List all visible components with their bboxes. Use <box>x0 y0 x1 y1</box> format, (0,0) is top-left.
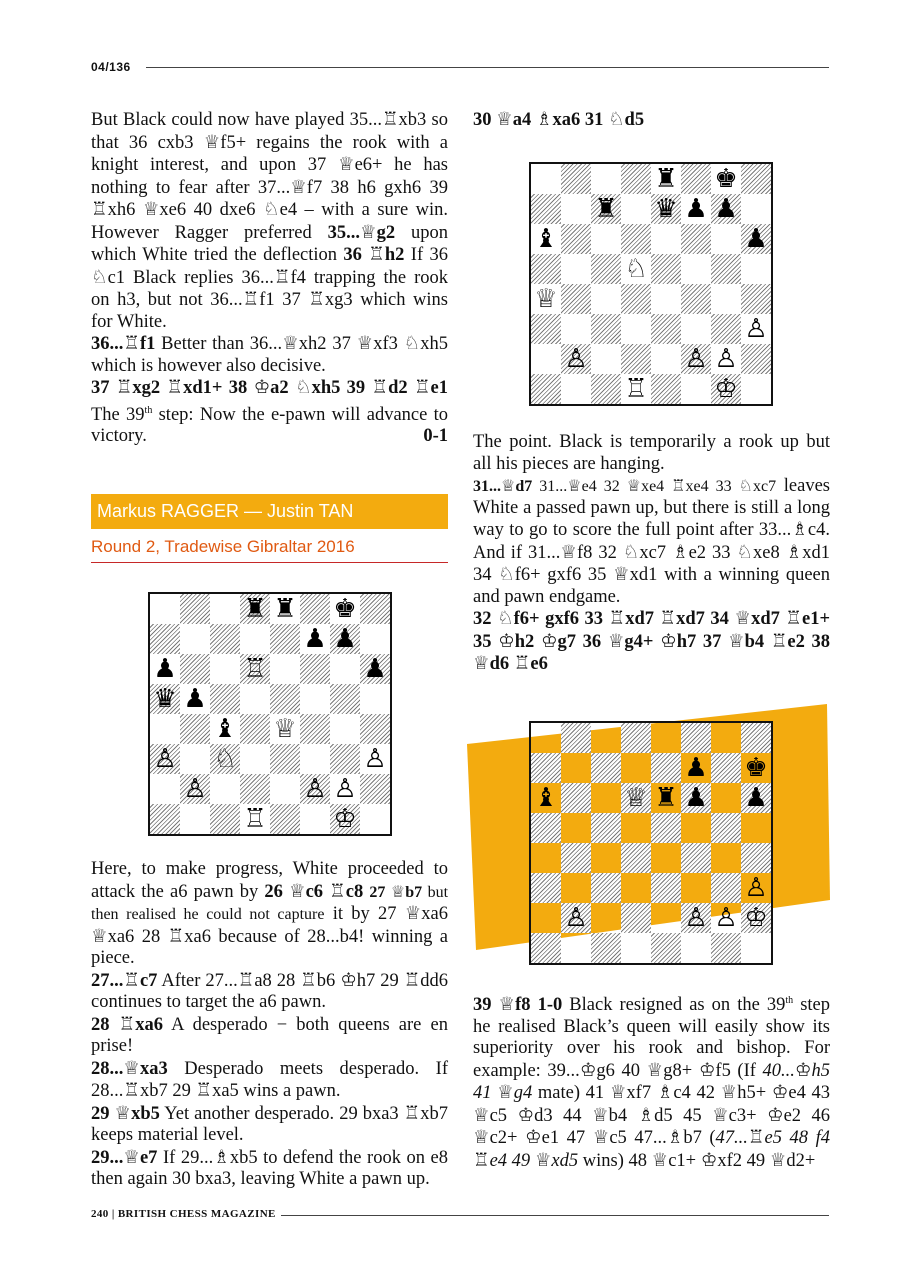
board-square <box>210 684 240 714</box>
board-square <box>651 813 681 843</box>
board-square <box>330 714 360 744</box>
board-square <box>300 744 330 774</box>
board-square <box>741 723 771 753</box>
board-square <box>591 224 621 254</box>
right-column-mid <box>473 432 830 676</box>
white-pawn-icon: ♙ <box>714 903 738 933</box>
board-square <box>270 684 300 714</box>
footer-rule <box>281 1215 829 1216</box>
board-square <box>711 933 741 963</box>
board-square <box>180 804 210 834</box>
black-bishop-icon: ♝ <box>213 714 237 744</box>
board-square <box>741 254 771 284</box>
black-king-icon: ♚ <box>714 164 738 194</box>
black-pawn-icon: ♟ <box>684 783 708 813</box>
board-square <box>150 594 180 624</box>
board-square <box>651 723 681 753</box>
board-square <box>210 594 240 624</box>
board-square <box>741 194 771 224</box>
board-square <box>150 774 180 804</box>
black-rook-icon: ♜ <box>273 594 297 624</box>
board-square <box>561 284 591 314</box>
white-pawn-icon: ♙ <box>684 344 708 374</box>
white-pawn-icon: ♙ <box>564 344 588 374</box>
board-square <box>180 594 210 624</box>
board-square <box>180 744 210 774</box>
board-square <box>180 624 210 654</box>
board-square <box>681 374 711 404</box>
board-square <box>531 873 561 903</box>
board-square <box>711 873 741 903</box>
white-king-icon: ♔ <box>744 903 768 933</box>
board-square <box>681 933 711 963</box>
board-square <box>681 843 711 873</box>
board-square <box>621 284 651 314</box>
board-square <box>711 783 741 813</box>
board-square <box>531 753 561 783</box>
board-square <box>621 843 651 873</box>
board-square <box>330 684 360 714</box>
white-pawn-icon: ♙ <box>183 774 207 804</box>
board-square <box>651 873 681 903</box>
black-pawn-icon: ♟ <box>363 654 387 684</box>
board-square <box>681 254 711 284</box>
black-king-icon: ♚ <box>744 753 768 783</box>
white-pawn-icon: ♙ <box>333 774 357 804</box>
white-pawn-icon: ♙ <box>744 314 768 344</box>
board-square <box>561 224 591 254</box>
white-pawn-icon: ♙ <box>684 903 708 933</box>
board-square <box>681 723 711 753</box>
board-square <box>561 194 591 224</box>
board-square <box>360 804 390 834</box>
board-square <box>651 344 681 374</box>
board-square <box>681 813 711 843</box>
paragraph: 28 ♖xa6 A desperado − both queens are en prise! <box>91 1013 448 1056</box>
board-square <box>621 344 651 374</box>
board-square <box>270 804 300 834</box>
white-queen-icon: ♕ <box>624 783 648 813</box>
board-square <box>360 714 390 744</box>
board-square <box>621 813 651 843</box>
paragraph: 39 ♕f8 1-0 Black resigned as on the 39th step he realised Black’s queen will easily show its superiority over his rook and bishop. For example: 39...♔g6 40 ♕g8+ ♔f5 (If 40...♔h5 41 ♕g4 mate) 41 ♕xf7 ♗c4 42 ♕h5+ ♔e4 43 ♕c5 ♔d3 44 ♕b4 ♗d5 45 ♕c3+ ♔e2 46 ♕c2+ ♔e1 47 ♕c5 47...♗b7 (47...♖e5 48 f4 ♖e4 49 ♕xd5 wins) 48 ♕c1+ ♔xf2 49 ♕d2+ <box>473 994 831 1171</box>
board-square <box>210 654 240 684</box>
board-square <box>150 804 180 834</box>
board-square <box>531 374 561 404</box>
board-square <box>651 933 681 963</box>
board-square <box>210 774 240 804</box>
game-title: Markus RAGGER — Justin TAN <box>91 494 448 529</box>
left-column-top <box>91 109 448 448</box>
header-rule <box>146 67 829 68</box>
board-square <box>681 164 711 194</box>
board-square <box>531 344 561 374</box>
black-pawn-icon: ♟ <box>744 783 768 813</box>
board-square <box>651 224 681 254</box>
black-rook-icon: ♜ <box>243 594 267 624</box>
board-square <box>531 933 561 963</box>
board-square <box>531 314 561 344</box>
board-square <box>741 843 771 873</box>
white-knight-icon: ♘ <box>624 254 648 284</box>
text-run: But Black could now have played 35...♖xb3 so that 36 cxb3 ♕f5+ regains the rook with a knight interest, and upon 37 ♕e6+ he has nothing to fear after 37...♕f7 38 h6 gxh6 39 ♖xh6 ♕xe6 40 dxe6 ♘e4 – with a sure win. However Ragger preferred 35...♕g2 upon which White tried the deflection 36 ♖h2 If 36 ♘c1 Black replies 36...♖f4 trapping the rook on h3, but not 36...♖f1 37 ♖xg3 which wins for White. <box>91 109 449 332</box>
white-pawn-icon: ♙ <box>564 903 588 933</box>
board-square <box>651 254 681 284</box>
board-square <box>561 783 591 813</box>
board-square <box>741 933 771 963</box>
board-square <box>651 374 681 404</box>
board-square <box>561 843 591 873</box>
board-square <box>300 804 330 834</box>
left-column-bottom <box>91 859 448 1191</box>
board-square <box>561 314 591 344</box>
board-square <box>561 933 591 963</box>
board-square <box>561 254 591 284</box>
white-pawn-icon: ♙ <box>363 744 387 774</box>
board-square <box>240 684 270 714</box>
board-square <box>531 843 561 873</box>
black-bishop-icon: ♝ <box>534 783 558 813</box>
board-square <box>591 783 621 813</box>
board-square <box>681 224 711 254</box>
board-square <box>270 774 300 804</box>
board-square <box>591 254 621 284</box>
board-square <box>531 813 561 843</box>
board-square <box>360 624 390 654</box>
board-square <box>561 374 591 404</box>
paragraph: 31...♕d7 31...♕e4 32 ♕xe4 ♖xe4 33 ♘xc7 leaves White a passed pawn up, but there is still a long way to go to score the full point after 33...♗c4. And if 31...♕f8 32 ♘xc7 ♗e2 33 ♘xe8 ♗xd1 34 ♘f6+ gxf6 35 ♕xd1 with a winning queen and pawn endgame. <box>473 476 830 607</box>
board-square <box>651 314 681 344</box>
white-rook-icon: ♖ <box>243 654 267 684</box>
board-square <box>591 933 621 963</box>
board-square <box>240 624 270 654</box>
white-king-icon: ♔ <box>333 804 357 834</box>
white-rook-icon: ♖ <box>624 374 648 404</box>
board-square <box>711 753 741 783</box>
board-square <box>651 903 681 933</box>
board-square <box>651 284 681 314</box>
white-queen-icon: ♕ <box>534 284 558 314</box>
board-square <box>591 873 621 903</box>
board-square <box>621 164 651 194</box>
paragraph: 27...♖c7 After 27...♖a8 28 ♖b6 ♔h7 29 ♖dd6 continues to target the a6 pawn. <box>91 969 449 1012</box>
board-square <box>270 624 300 654</box>
board-square <box>711 224 741 254</box>
right-column-bottom <box>473 990 830 1172</box>
board-square <box>270 744 300 774</box>
board-square <box>561 723 591 753</box>
black-queen-icon: ♛ <box>153 684 177 714</box>
board-square <box>711 284 741 314</box>
white-pawn-icon: ♙ <box>744 873 768 903</box>
board-square <box>300 714 330 744</box>
paragraph: 32 ♘f6+ gxf6 33 ♖xd7 ♖xd7 34 ♕xd7 ♖e1+ 35 ♔h2 ♔g7 36 ♕g4+ ♔h7 37 ♕b4 ♖e2 38 ♕d6 ♖e6 <box>473 608 831 674</box>
board-square <box>711 843 741 873</box>
board-square <box>180 654 210 684</box>
board-square <box>591 284 621 314</box>
board-square <box>531 254 561 284</box>
board-square <box>651 753 681 783</box>
board-square <box>360 774 390 804</box>
paragraph: 29 ♕xb5 Yet another desperado. 29 bxa3 ♖xb7 keeps material level. <box>91 1102 449 1145</box>
paragraph: 37 ♖xg2 ♖xd1+ 38 ♔a2 ♘xh5 39 ♖d2 ♖e1 The 39th step: Now the e-pawn will advance to victory. 0-1 <box>91 377 449 447</box>
board-square <box>561 753 591 783</box>
board-square <box>621 723 651 753</box>
board-square <box>150 714 180 744</box>
board-square <box>270 654 300 684</box>
board-square <box>591 374 621 404</box>
board-square <box>591 344 621 374</box>
game-event: Round 2, Tradewise Gibraltar 2016 <box>91 537 448 563</box>
board-square <box>330 654 360 684</box>
black-king-icon: ♚ <box>333 594 357 624</box>
black-rook-icon: ♜ <box>594 194 618 224</box>
board-square <box>531 903 561 933</box>
board-square <box>651 843 681 873</box>
black-pawn-icon: ♟ <box>333 624 357 654</box>
board-square <box>741 374 771 404</box>
board-square <box>711 723 741 753</box>
board-square <box>741 344 771 374</box>
board-square <box>621 873 651 903</box>
black-rook-icon: ♜ <box>654 783 678 813</box>
board-square <box>240 744 270 774</box>
board-square <box>711 254 741 284</box>
board-square <box>741 164 771 194</box>
paragraph: The point. Black is temporarily a rook up but all his pieces are hanging. <box>473 432 830 474</box>
board-square <box>531 164 561 194</box>
board-square <box>561 164 591 194</box>
chess-board-2 <box>529 162 773 406</box>
board-square <box>711 813 741 843</box>
white-pawn-icon: ♙ <box>714 344 738 374</box>
paragraph: Here, to make progress, White proceeded to attack the a6 pawn by 26 ♕c6 ♖c8 27 ♕b7 but then realised he could not capture it by 27 ♕xa6 ♕xa6 28 ♖xa6 because of 28...b4! winning a piece. <box>91 859 449 968</box>
board-square <box>621 903 651 933</box>
paragraph: 36...♖f1 Better than 36...♕xh2 37 ♕xf3 ♘xh5 which is however also decisive. <box>91 333 448 376</box>
page-number-header: 04/136 <box>91 60 131 74</box>
board-square <box>360 684 390 714</box>
white-queen-icon: ♕ <box>273 714 297 744</box>
board-square <box>300 594 330 624</box>
black-queen-icon: ♛ <box>654 194 678 224</box>
board-square <box>561 873 591 903</box>
board-square <box>591 314 621 344</box>
board-square <box>621 753 651 783</box>
board-square <box>591 164 621 194</box>
board-square <box>591 903 621 933</box>
black-pawn-icon: ♟ <box>714 194 738 224</box>
paragraph <box>91 109 448 333</box>
white-knight-icon: ♘ <box>213 744 237 774</box>
board-square <box>300 654 330 684</box>
board-square <box>240 774 270 804</box>
board-square <box>741 813 771 843</box>
board-square <box>531 723 561 753</box>
board-square <box>591 753 621 783</box>
board-square <box>591 843 621 873</box>
paragraph: 28...♕xa3 Desperado meets desperado. If 28...♖xb7 29 ♖xa5 wins a pawn. <box>91 1057 448 1101</box>
board-square <box>711 314 741 344</box>
black-pawn-icon: ♟ <box>183 684 207 714</box>
black-pawn-icon: ♟ <box>153 654 177 684</box>
board-square <box>621 314 651 344</box>
board-square <box>150 624 180 654</box>
board-square <box>531 194 561 224</box>
black-pawn-icon: ♟ <box>744 224 768 254</box>
white-pawn-icon: ♙ <box>153 744 177 774</box>
board-square <box>300 684 330 714</box>
black-pawn-icon: ♟ <box>303 624 327 654</box>
board-square <box>621 224 651 254</box>
board-square <box>210 804 240 834</box>
board-square <box>330 744 360 774</box>
board-square <box>681 284 711 314</box>
board-square <box>591 723 621 753</box>
white-rook-icon: ♖ <box>243 804 267 834</box>
black-bishop-icon: ♝ <box>534 224 558 254</box>
board-square <box>741 284 771 314</box>
white-pawn-icon: ♙ <box>303 774 327 804</box>
board-square <box>621 194 651 224</box>
black-pawn-icon: ♟ <box>684 753 708 783</box>
chess-board-1 <box>148 592 392 836</box>
board-square <box>681 314 711 344</box>
board-square <box>561 813 591 843</box>
black-pawn-icon: ♟ <box>684 194 708 224</box>
board-square <box>621 933 651 963</box>
black-rook-icon: ♜ <box>654 164 678 194</box>
right-column-moves: 30 ♕a4 ♗xa6 31 ♘d5 <box>473 109 645 130</box>
chess-board-3 <box>529 721 773 965</box>
board-square <box>681 873 711 903</box>
paragraph: 29...♕e7 If 29...♗xb5 to defend the rook on e8 then again 30 bxa3, leaving White a pawn up. <box>91 1146 448 1189</box>
board-square <box>180 714 210 744</box>
white-king-icon: ♔ <box>714 374 738 404</box>
board-square <box>210 624 240 654</box>
result: 0-1 <box>423 426 448 447</box>
board-square <box>240 714 270 744</box>
board-square <box>360 594 390 624</box>
board-square <box>591 813 621 843</box>
page-footer: 240 | BRITISH CHESS MAGAZINE <box>91 1208 276 1220</box>
